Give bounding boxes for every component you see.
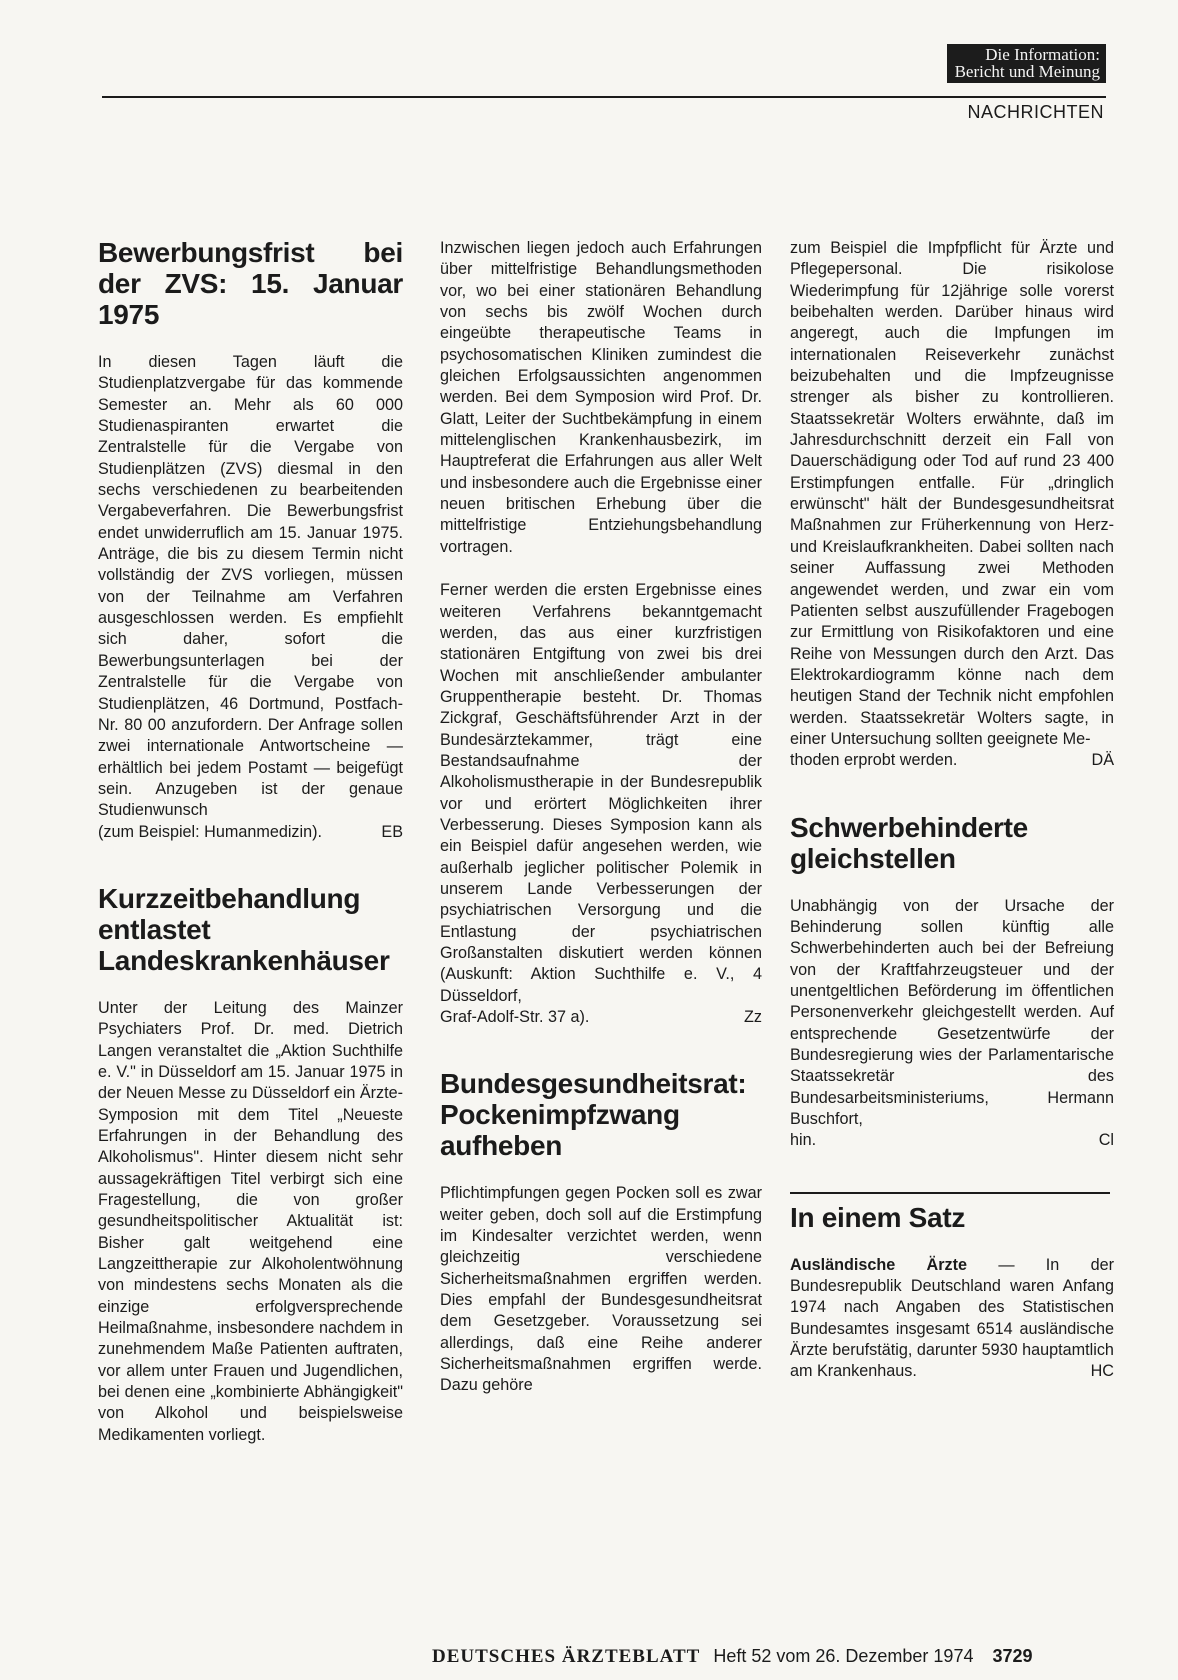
page-number: 3729 bbox=[992, 1646, 1033, 1666]
article-body-satz bbox=[790, 1255, 1114, 1362]
article-text-satz: — In der Bundesrepublik Deutschland waren Anfang 1974 nach Angaben des Statistischen Bundesamtes insgesamt 6514 ausländische Ärzte berufstätig, darunter 5930 hauptamtlich bbox=[790, 1255, 1114, 1360]
rubric-line-2: Bericht und Meinung bbox=[954, 62, 1100, 81]
article-last-line-zvs: (zum Beispiel: Humanmedizin). bbox=[98, 822, 323, 841]
page-footer bbox=[432, 1646, 1033, 1668]
article-tail-satz bbox=[790, 1361, 1114, 1382]
article-body-pocken-1: Pflichtimpfungen gegen Pocken soll es zwar weiter geben, doch soll auf die Erstimpfung im Kindesalter verzichtet werden, wenn gleichzeitig verschiedene Sicherheitsmaßnahmen ergriffen werden. Dies empfahl der Bundesgesundheitsrat dem Gesetzgeber. Voraussetzung sei allerdings, daß eine Reihe anderer Sicherheitsmaßnahmen ergriffen werde. Dazu gehöre bbox=[440, 1184, 762, 1395]
article-tail-zvs bbox=[98, 822, 403, 843]
column-3 bbox=[790, 238, 1114, 1383]
lead-term: Ausländische Ärzte bbox=[790, 1255, 968, 1274]
article-body-kurzzeit-1: Unter der Leitung des Mainzer Psychiaters Prof. Dr. med. Dietrich Langen veranstaltet die „Aktion Suchthilfe e. V." in Düsseldorf am 15. Januar 1975 in der Neuen Messe zu Düsseldorf ein Ärzte-Symposion mit dem Titel „Neueste Erfahrungen in der Behandlung des Alkoholismus". Hinter diesem nicht sehr aussagekräftigen Titel verbirgt sich eine Fragestellung, die von großer gesundheitspolitischer Aktualität ist: Bisher galt weitgehend eine Langzeittherapie zur Alkoholentwöhnung von mindestens sechs Monaten als die einzige erfolgversprechende Heilmaßnahme, insbesondere nachdem in zunehmendem Maße Patienten auftraten, vor allem unter Frauen und Jugendlichen, bei denen eine „kombinierte Abhängigkeit" von Alkohol und beispielsweise Medikamenten vorliegt. bbox=[98, 998, 404, 1444]
section-rule bbox=[790, 1192, 1110, 1194]
article-title-zvs: Bewerbungsfrist bei der ZVS: 15. Januar 1975 bbox=[98, 237, 403, 330]
article-tail-pocken bbox=[790, 750, 1114, 771]
journal-name: DEUTSCHES ÄRZTEBLATT bbox=[432, 1646, 701, 1667]
article-body-pocken-2: zum Beispiel die Impfpflicht für Ärzte und Pflegepersonal. Die risikolose Wiederimpfung für 12jährige solle vorerst beibehalten werden. Darüber hinaus wird angeregt, auch die Impfungen im internationalen Reiseverkehr zunächst beizubehalten und die Impfzeugnisse strenger als bisher zu kontrollieren. Staatssekretär Wolters erwähnte, daß im Jahresdurchschnitt derzeit ein Fall von Dauerschädigung oder Tod auf rund 23 400 Erstimpfungen entfalle. Für „dringlich erwünscht" hält der Bundesgesundheitsrat Maßnahmen zur Früherkennung von Herz- und Kreislaufkrankheiten. Dabei sollten nach seiner Auffassung zwei Methoden angewendet werden, und zwar ein vom Patienten selbst auszufüllender Fragebogen zur Ermittlung von Risikofaktoren und eine Reihe von Messungen durch den Arzt. Das Elektrokardiogramm könne nach dem heutigen Stand der Technik nicht empfohlen werden. Staatssekretär Wolters sagte, in einer Untersuchung sollten geeignete Me- bbox=[790, 239, 1114, 748]
rubric-line-1: Die Information: bbox=[985, 45, 1100, 64]
author-initials-zvs: EB bbox=[381, 822, 403, 841]
author-initials-satz: HC bbox=[1090, 1362, 1114, 1381]
section-label: NACHRICHTEN bbox=[967, 102, 1104, 122]
article-last-line-kurzzeit: Graf-Adolf-Str. 37 a). bbox=[440, 1008, 590, 1027]
article-last-line-satz: am Krankenhaus. bbox=[790, 1362, 917, 1381]
article-body-kurzzeit-2: Inzwischen liegen jedoch auch Erfahrungen über mittelfristige Behandlungsmethoden vor, wo bei einer stationären Behandlung von sechs bis zwölf Wochen durch eingeübte therapeutische Teams in psychosomatischen Kliniken zumindest die gleichen Erfolgsaussichten angenommen werden. Bei dem Symposion wird Prof. Dr. Glatt, Leiter der Suchtbekämpfung in einem mittelenglischen Krankenhausbezirk, im Hauptreferat die Erfahrungen aus aller Welt und insbesondere auch die Ergebnisse einer neuen britischen Erhebung über die mittelfristige Entziehungsbehandlung vortragen. bbox=[440, 239, 762, 556]
article-body-zvs: In diesen Tagen läuft die Studienplatzvergabe für das kommende Semester an. Mehr als 60 000 Studienaspiranten erwartet die Zentralstelle für die Vergabe von Studienplätzen (ZVS) diesmal in den sechs verschiedenen zu bearbeitenden Vergabeverfahren. Die Bewerbungsfrist endet unwiderruflich am 15. Januar 1975. Anträge, die bis zu diesem Termin nicht vollständig der ZVS vorliegen, müssen von der Teilnahme am Verfahren ausgeschlossen werden. Es empfiehlt sich daher, sofort die Bewerbungsunterlagen bei der Zentralstelle für die Vergabe von Studienplätzen, 46 Dortmund, Postfach-Nr. 80 00 anzufordern. Der Anfrage sollen zwei internationale Antwortscheine — erhältlich bei jedem Postamt — beigefügt sein. Anzugeben ist der genaue Studienwunsch bbox=[98, 353, 403, 820]
article-title-satz: In einem Satz bbox=[790, 1201, 966, 1233]
header-rule bbox=[102, 96, 1106, 98]
article-tail-kurzzeit bbox=[440, 1007, 762, 1028]
issue-info: Heft 52 vom 26. Dezember 1974 bbox=[713, 1646, 974, 1666]
article-tail-schwerbehinderte bbox=[790, 1130, 1114, 1151]
article-title-schwerbehinderte: Schwerbehinderte gleichstellen bbox=[790, 811, 1028, 874]
article-body-schwerbehinderte: Unabhängig von der Ursache der Behinderung sollen künftig alle Schwerbehinderten auch bei der Befreiung von der Kraftfahrzeugsteuer und der unentgeltlichen Beförderung im öffentlichen Personenverkehr gleichgestellt werden. Auf entsprechende Gesetzentwürfe der Bundesregierung wies der Parlamentarische Staatssekretär des Bundesarbeitsministeriums, Hermann Buschfort, bbox=[790, 896, 1114, 1129]
column-2 bbox=[440, 238, 762, 1397]
article-body-kurzzeit-3: Ferner werden die ersten Ergebnisse eines weiteren Verfahrens bekanntgemacht werden, das aus einer kurzfristigen stationären Entgiftung von zwei bis drei Wochen mit anschließender ambulanter Gruppentherapie besteht. Dr. Thomas Zickgraf, Geschäftsführender Arzt in der Bundesärztekammer, trägt eine Bestandsaufnahme der Alkoholismustherapie in der Bundesrepublik vor und erörtert Möglichkeiten ihrer Verbesserung. Dieses Symposion kann als ein Beispiel dafür angesehen werden, wie außerhalb jeglicher politischer Polemik in unserem Lande Verbesserungen der psychiatrischen Versorgung und die Entlastung der psychiatrischen Großanstalten diskutiert werden können (Auskunft: Aktion Suchthilfe e. V., 4 Düsseldorf, bbox=[440, 581, 762, 1005]
article-last-line-pocken: thoden erprobt werden. bbox=[790, 751, 958, 770]
article-title-pocken: Bundesgesundheitsrat: Pockenimpfzwang aufheben bbox=[440, 1068, 747, 1162]
author-initials-pocken: DÄ bbox=[1091, 751, 1114, 770]
article-title-kurzzeit: Kurzzeitbehandlung entlastet Landeskrankenhäuser bbox=[98, 882, 390, 976]
rubric-box bbox=[947, 44, 1106, 83]
column-1 bbox=[98, 237, 403, 1446]
article-last-line-schwerbehinderte: hin. bbox=[790, 1131, 817, 1150]
author-initials-kurzzeit: Zz bbox=[744, 1008, 762, 1027]
author-initials-schwerbehinderte: Cl bbox=[1098, 1131, 1114, 1150]
